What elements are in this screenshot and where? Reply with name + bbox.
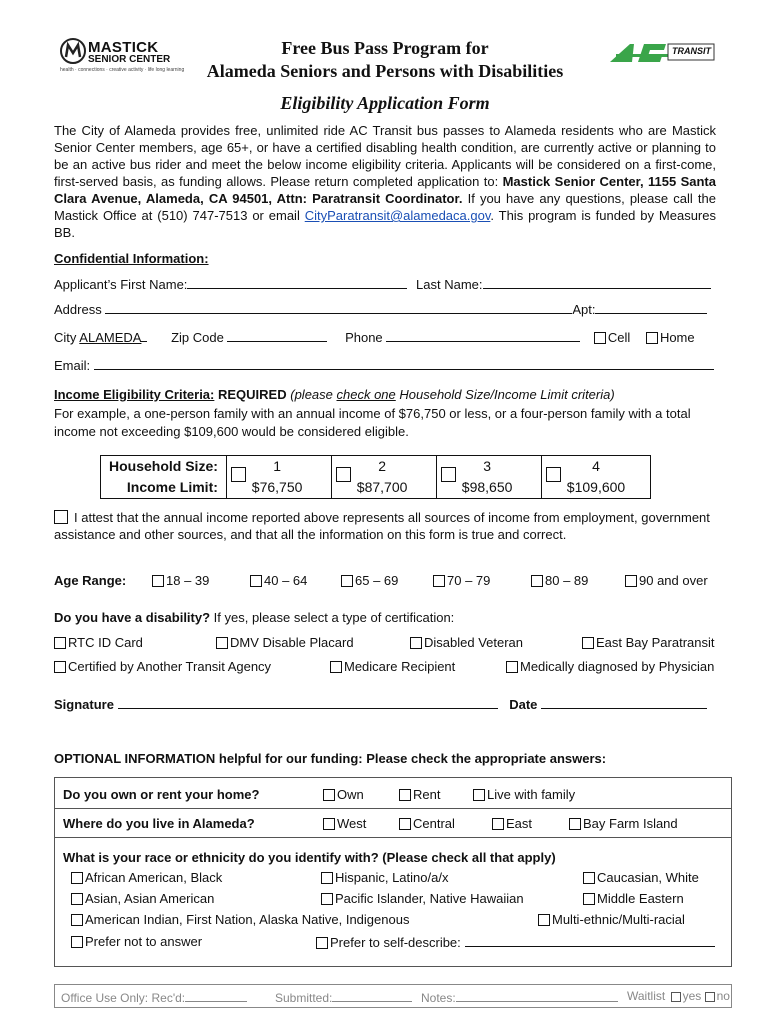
- income-checkbox-2[interactable]: [336, 467, 351, 482]
- race-pacific-option[interactable]: [321, 891, 524, 906]
- race-american-indian-option[interactable]: [71, 912, 409, 927]
- waitlist-no-checkbox[interactable]: [705, 992, 715, 1002]
- race-caucasian-label: Caucasian, White: [597, 870, 699, 885]
- own-option[interactable]: [323, 787, 364, 802]
- own-checkbox[interactable]: [323, 789, 335, 801]
- race-hispanic-label: Hispanic, Latino/a/x: [335, 870, 449, 885]
- intro-funding: . This program is funded by Measures BB.: [54, 208, 716, 240]
- attest-row: [54, 509, 714, 543]
- income-limit-1: $76,750: [251, 479, 303, 495]
- live-with-family-checkbox[interactable]: [473, 789, 485, 801]
- race-african-checkbox[interactable]: [71, 872, 83, 884]
- bay-farm-option[interactable]: [569, 816, 678, 831]
- optional-divider-1: [55, 808, 731, 809]
- form-title: Eligibility Application Form: [280, 93, 490, 113]
- own-rent-question: Do you own or rent your home?: [63, 787, 260, 802]
- income-note-post: Household Size/Income Limit criteria): [395, 387, 615, 402]
- race-hispanic-option[interactable]: [321, 870, 448, 885]
- race-multi-option[interactable]: [538, 912, 685, 927]
- age-label-5: 80 – 89: [545, 573, 589, 588]
- city-label: City: [54, 330, 77, 345]
- last-name-field[interactable]: [483, 276, 711, 289]
- home-label: Home: [659, 330, 695, 345]
- cert-checkbox-6[interactable]: [330, 661, 342, 673]
- race-asian-label: Asian, Asian American: [85, 891, 215, 906]
- age-checkbox-5[interactable]: [531, 575, 543, 587]
- attest-text: I attest that the annual income reported above represents all sources of income from employment, government assistance and other sources, and that all the information on this form is true and correct.: [54, 510, 710, 542]
- waitlist-yes-label: yes: [682, 989, 702, 1003]
- age-label-1: 18 – 39: [166, 573, 210, 588]
- city-row: [54, 329, 695, 345]
- west-option[interactable]: [323, 816, 366, 831]
- ac-transit-logo: [610, 40, 715, 66]
- race-caucasian-checkbox[interactable]: [583, 872, 595, 884]
- race-self-describe-label: Prefer to self-describe:: [330, 935, 461, 950]
- race-middle-checkbox[interactable]: [583, 893, 595, 905]
- city-value[interactable]: ALAMEDA: [79, 330, 142, 345]
- household-size-3: 3: [483, 458, 491, 474]
- city-underline: [141, 329, 147, 342]
- ac-transit-sub: TRANSIT: [672, 46, 711, 56]
- cert-option-2[interactable]: [216, 635, 354, 650]
- race-middle-option[interactable]: [583, 891, 684, 906]
- email-link[interactable]: CityParatransit@alamedaca.gov: [304, 208, 491, 223]
- office-notes-field[interactable]: [456, 989, 618, 1002]
- cert-checkbox-7[interactable]: [506, 661, 518, 673]
- central-checkbox[interactable]: [399, 818, 411, 830]
- race-caucasian-option[interactable]: [583, 870, 699, 885]
- logo-tagline: health · connections · creative activity · life long learning: [60, 67, 185, 73]
- income-checkbox-3[interactable]: [441, 467, 456, 482]
- race-african-option[interactable]: [71, 870, 222, 885]
- age-label-4: 70 – 79: [447, 573, 491, 588]
- race-american-indian-checkbox[interactable]: [71, 914, 83, 926]
- last-name-label: Last Name:: [416, 277, 483, 292]
- optional-section: [54, 777, 732, 967]
- live-with-family-label: Live with family: [487, 787, 576, 802]
- cert-label-5: Certified by Another Transit Agency: [68, 659, 272, 674]
- race-question: What is your race or ethnicity do you identify with? (Please check all that apply): [63, 850, 556, 865]
- east-checkbox[interactable]: [492, 818, 504, 830]
- cert-option-3[interactable]: [410, 635, 523, 650]
- cert-checkbox-1[interactable]: [54, 637, 66, 649]
- waitlist-yes-checkbox[interactable]: [671, 992, 681, 1002]
- east-option[interactable]: [492, 816, 532, 831]
- race-hispanic-checkbox[interactable]: [321, 872, 333, 884]
- office-submitted-label: Submitted:: [275, 991, 333, 1005]
- age-checkbox-1[interactable]: [152, 575, 164, 587]
- income-limit-3: $98,650: [461, 479, 513, 495]
- race-american-indian-label: American Indian, First Nation, Alaska Native, Indigenous: [85, 912, 410, 927]
- attest-checkbox[interactable]: [54, 510, 68, 524]
- address-field[interactable]: [105, 301, 572, 314]
- first-name-label: Applicant’s First Name:: [54, 277, 188, 292]
- cert-label-6: Medicare Recipient: [344, 659, 456, 674]
- income-option-2[interactable]: [331, 456, 436, 499]
- race-self-describe-field[interactable]: [465, 934, 715, 947]
- date-field[interactable]: [541, 696, 707, 709]
- age-option-5[interactable]: [531, 573, 588, 588]
- cert-checkbox-4[interactable]: [582, 637, 594, 649]
- household-size-2: 2: [378, 458, 386, 474]
- email-label: Email:: [54, 358, 91, 373]
- disability-question: Do you have a disability?: [54, 610, 211, 625]
- race-prefer-not-checkbox[interactable]: [71, 936, 83, 948]
- age-checkbox-4[interactable]: [433, 575, 445, 587]
- income-table-labels: [101, 456, 227, 499]
- first-name-field[interactable]: [187, 276, 407, 289]
- apt-field[interactable]: [595, 301, 707, 314]
- income-note-emph: check one: [336, 387, 396, 402]
- income-note: [290, 387, 614, 402]
- cell-checkbox[interactable]: [594, 332, 606, 344]
- race-african-label: African American, Black: [85, 870, 223, 885]
- apt-label: Apt:: [572, 302, 596, 317]
- race-asian-option[interactable]: [71, 891, 214, 906]
- title-line-1: Free Bus Pass Program for: [281, 38, 489, 58]
- income-option-1[interactable]: [226, 456, 331, 499]
- office-submitted: [275, 989, 412, 1005]
- age-range-label: Age Range:: [54, 573, 127, 588]
- age-checkbox-3[interactable]: [341, 575, 353, 587]
- cert-label-7: Medically diagnosed by Physician: [520, 659, 715, 674]
- income-note-pre: (please: [290, 387, 337, 402]
- intro-paragraph: [54, 122, 716, 241]
- bay-farm-label: Bay Farm Island: [583, 816, 678, 831]
- age-label-6: 90 and over: [639, 573, 708, 588]
- cert-checkbox-5[interactable]: [54, 661, 66, 673]
- race-middle-label: Middle Eastern: [597, 891, 684, 906]
- intro-text: The City of Alameda provides free, unlimited ride AC Transit bus passes to Alameda residents who are Mastick Senior Center members, age 65+, or have a certified disabling health condition, are currently active or planning to be an active bus rider and meet the below income eligibility criteria. Applicants will be considered on a first-come, first-served basis, as funding allows. Please return completed application to:: [54, 123, 716, 189]
- household-size-1: 1: [273, 458, 281, 474]
- email-field[interactable]: [94, 357, 714, 370]
- signature-row: [54, 696, 707, 712]
- income-limit-2: $87,700: [356, 479, 408, 495]
- income-table: [100, 455, 651, 499]
- address-row: [54, 301, 707, 317]
- confidential-heading: Confidential Information:: [54, 251, 209, 266]
- cert-option-5[interactable]: [54, 659, 271, 674]
- income-limit-4: $109,600: [566, 479, 626, 495]
- income-required: REQUIRED: [218, 387, 287, 402]
- signature-field[interactable]: [118, 696, 498, 709]
- income-limit-label: Income Limit:: [126, 479, 218, 495]
- income-option-3[interactable]: [436, 456, 541, 499]
- central-label: Central: [413, 816, 455, 831]
- office-waitlist: [627, 989, 730, 1003]
- office-recd-label: Office Use Only: Rec'd:: [61, 991, 186, 1005]
- cert-label-4: East Bay Paratransit: [596, 635, 715, 650]
- office-waitlist-label: Waitlist: [627, 989, 666, 1003]
- office-recd-field[interactable]: [185, 989, 247, 1002]
- address-label: Address: [54, 302, 102, 317]
- office-notes-label: Notes:: [421, 991, 456, 1005]
- rent-checkbox[interactable]: [399, 789, 411, 801]
- optional-divider-2: [55, 837, 731, 838]
- first-name-row: [54, 276, 711, 292]
- phone-field[interactable]: [386, 329, 580, 342]
- age-label-2: 40 – 64: [264, 573, 308, 588]
- age-option-6[interactable]: [625, 573, 708, 588]
- income-checkbox-1[interactable]: [231, 467, 246, 482]
- west-label: West: [337, 816, 367, 831]
- phone-label: Phone: [345, 330, 383, 345]
- disability-row: [54, 610, 454, 625]
- where-question: Where do you live in Alameda?: [63, 816, 255, 831]
- disability-instruction: If yes, please select a type of certification:: [210, 610, 455, 625]
- age-option-3[interactable]: [341, 573, 398, 588]
- signature-label: Signature: [54, 697, 114, 712]
- race-self-describe-checkbox[interactable]: [316, 937, 328, 949]
- race-self-describe-option[interactable]: [316, 934, 715, 950]
- office-use-section: [54, 984, 732, 1008]
- title-line-2: Alameda Seniors and Persons with Disabilities: [206, 61, 564, 81]
- cert-label-3: Disabled Veteran: [424, 635, 524, 650]
- race-prefer-not-label: Prefer not to answer: [85, 934, 203, 949]
- cert-checkbox-2[interactable]: [216, 637, 228, 649]
- central-option[interactable]: [399, 816, 455, 831]
- waitlist-no-label: no: [716, 989, 730, 1003]
- cert-label-1: RTC ID Card: [68, 635, 143, 650]
- cell-label: Cell: [607, 330, 631, 345]
- race-pacific-checkbox[interactable]: [321, 893, 333, 905]
- race-prefer-not-option[interactable]: [71, 934, 202, 949]
- office-recd: [61, 989, 247, 1005]
- age-option-2[interactable]: [250, 573, 307, 588]
- date-label: Date: [509, 697, 538, 712]
- cert-label-2: DMV Disable Placard: [230, 635, 354, 650]
- age-option-1[interactable]: [152, 573, 209, 588]
- race-pacific-label: Pacific Islander, Native Hawaiian: [335, 891, 524, 906]
- office-notes: [421, 989, 618, 1005]
- intro-address: Mastick Senior Center, 1155 Santa Clara Avenue, Alameda, CA 94501, Attn: Paratransit Coordinator.: [54, 174, 716, 206]
- cert-checkbox-3[interactable]: [410, 637, 422, 649]
- cert-option-6[interactable]: [330, 659, 455, 674]
- age-checkbox-2[interactable]: [250, 575, 262, 587]
- income-heading: Income Eligibility Criteria:: [54, 387, 215, 402]
- rent-option[interactable]: [399, 787, 440, 802]
- office-submitted-field[interactable]: [332, 989, 412, 1002]
- household-size-4: 4: [592, 458, 600, 474]
- west-checkbox[interactable]: [323, 818, 335, 830]
- race-asian-checkbox[interactable]: [71, 893, 83, 905]
- email-row: [54, 357, 714, 373]
- income-checkbox-4[interactable]: [546, 467, 561, 482]
- age-checkbox-6[interactable]: [625, 575, 637, 587]
- household-size-label: Household Size:: [109, 458, 218, 474]
- logo-name: MASTICK: [88, 39, 159, 56]
- cert-option-1[interactable]: [54, 635, 143, 650]
- home-checkbox[interactable]: [646, 332, 658, 344]
- income-example: For example, a one-person family with an annual income of $76,750 or less, or a four-person family with a total income not exceeding $109,600 would be considered eligible.: [54, 406, 691, 439]
- cert-option-4[interactable]: [582, 635, 715, 650]
- cert-option-7[interactable]: [506, 659, 714, 674]
- income-heading-row: [54, 387, 615, 402]
- race-multi-label: Multi-ethnic/Multi-racial: [552, 912, 685, 927]
- live-with-family-option[interactable]: [473, 787, 575, 802]
- age-label-3: 65 – 69: [355, 573, 399, 588]
- race-multi-checkbox[interactable]: [538, 914, 550, 926]
- intro-contact: If you have any questions, please call the Mastick Office at (510) 747-7513 or email: [54, 191, 716, 223]
- bay-farm-checkbox[interactable]: [569, 818, 581, 830]
- age-option-4[interactable]: [433, 573, 490, 588]
- optional-heading: OPTIONAL INFORMATION helpful for our funding: Please check the appropriate answers:: [54, 751, 607, 766]
- own-label: Own: [337, 787, 364, 802]
- east-label: East: [506, 816, 533, 831]
- zip-label: Zip Code: [171, 330, 224, 345]
- income-option-4[interactable]: [541, 456, 650, 499]
- logo-sub: SENIOR CENTER: [88, 54, 171, 65]
- rent-label: Rent: [413, 787, 441, 802]
- zip-field[interactable]: [227, 329, 327, 342]
